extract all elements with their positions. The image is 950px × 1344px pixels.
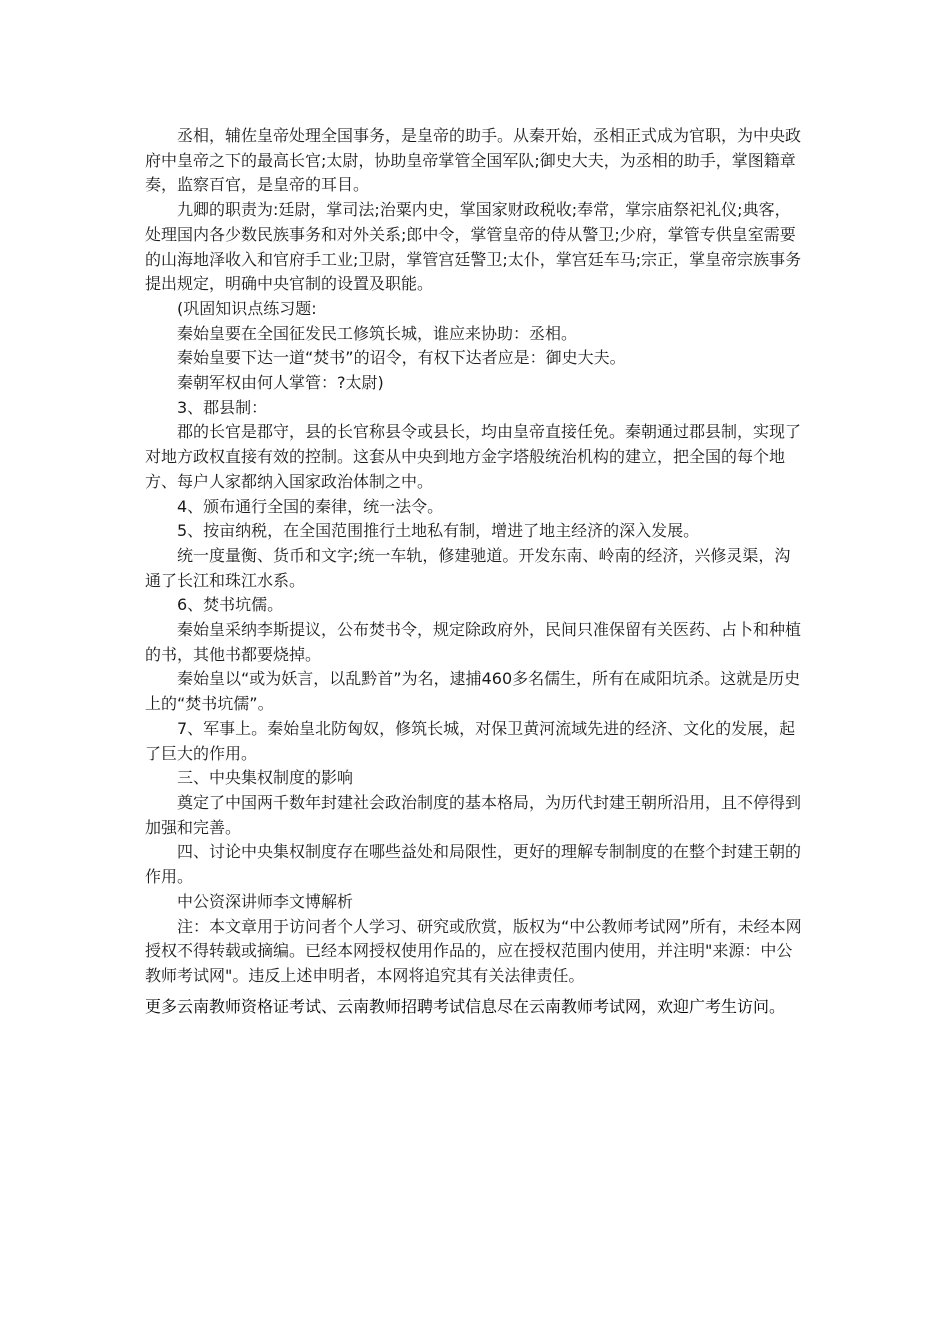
- paragraph-exercise-q2: 秦始皇要下达一道“焚书”的诏令，有权下达者应是：御史大夫。: [177, 348, 626, 368]
- paragraph-copyright-notice: 注：本文章用于访问者个人学习、研究或欣赏，版权为“中公教师考试网”所有，未经本网授权不得转载或摘编。已经本网授权使用作品的，应在授权范围内使用，并注明"来源：中公教师考试网"。违反上述申明者，本网将追究其有关法律责任。: [145, 916, 802, 985]
- paragraph-discussion: 四、讨论中央集权制度存在哪些益处和局限性，更好的理解专制制度的在整个封建王朝的作用。: [145, 842, 802, 887]
- paragraph-influence: 奠定了中国两千数年封建社会政治制度的基本格局，为历代封建王朝所沿用，且不停得到加强和完善。: [145, 792, 802, 837]
- paragraph-book-burning-order: 秦始皇采纳李斯提议，公布焚书令，规定除政府外，民间只准保留有关医药、占卜和种植的书，其他书都要烧掉。: [145, 620, 802, 664]
- section-heading-commandery: 3、郡县制：: [177, 397, 268, 417]
- paragraph-exercise-q3: 秦朝军权由何人掌管：?太尉): [177, 373, 384, 393]
- paragraph-land-tax: 5、按亩纳税，在全国范围推行土地私有制，增进了地主经济的深入发展。: [177, 521, 700, 541]
- paragraph-exercise-q1: 秦始皇要在全国征发民工修筑长城，谁应来协助：丞相。: [177, 323, 578, 343]
- paragraph-nine-ministers: 九卿的职责为:廷尉，掌司法;治粟内史，掌国家财政税收;奉常，掌宗庙祭祀礼仪;典客，处理国内各少数民族事务和对外关系;郎中令，掌管皇帝的侍从警卫;少府，掌管专供皇室需要的山海地泽收入和官府手工业;卫尉，掌管宫廷警卫;太仆，掌宫廷车马;宗正，掌皇帝宗族事务提出规定，明确中央官制的设置及职能。: [145, 200, 802, 294]
- paragraph-exercise-heading: (巩固知识点练习题:: [177, 298, 317, 318]
- paragraph-qin-law: 4、颁布通行全国的秦律，统一法令。: [177, 496, 444, 516]
- paragraph-military: 7、军事上。秦始皇北防匈奴，修筑长城，对保卫黄河流域先进的经济、文化的发展，起了巨大的作用。: [145, 718, 796, 763]
- paragraph-standardization: 统一度量衡、货币和文字;统一车轨，修建驰道。开发东南、岭南的经济，兴修灵渠，沟通了长江和珠江水系。: [145, 545, 791, 590]
- document-body: [145, 124, 805, 989]
- paragraph-author: 中公资深讲师李文博解析: [177, 891, 354, 911]
- section-heading-book-burning: 6、焚书坑儒。: [177, 595, 284, 615]
- section-heading-influence: 三、中央集权制度的影响: [177, 768, 354, 788]
- paragraph-scholar-burial: 秦始皇以“或为妖言，以乱黔首”为名，逮捕460多名儒生，所有在咸阳坑杀。这就是历史上的“焚书坑儒”。: [145, 669, 801, 714]
- footer-promo-line: 更多云南教师资格证考试、云南教师招聘考试信息尽在云南教师考试网，欢迎广考生访问。: [145, 997, 786, 1016]
- paragraph-commandery: 郡的长官是郡守，县的长官称县令或县长，均由皇帝直接任免。秦朝通过郡县制，实现了对地方政权直接有效的控制。这套从中央到地方金字塔般统治机构的建立，把全国的每个地方、每户人家都纳入国家政治体制之中。: [145, 422, 802, 491]
- paragraph-chancellor: 丞相，辅佐皇帝处理全国事务，是皇帝的助手。从秦开始，丞相正式成为官职，为中央政府中皇帝之下的最高长官;太尉，协助皇帝掌管全国军队;御史大夫，为丞相的助手，掌图籍章奏，监察百官，是皇帝的耳目。: [145, 126, 802, 195]
